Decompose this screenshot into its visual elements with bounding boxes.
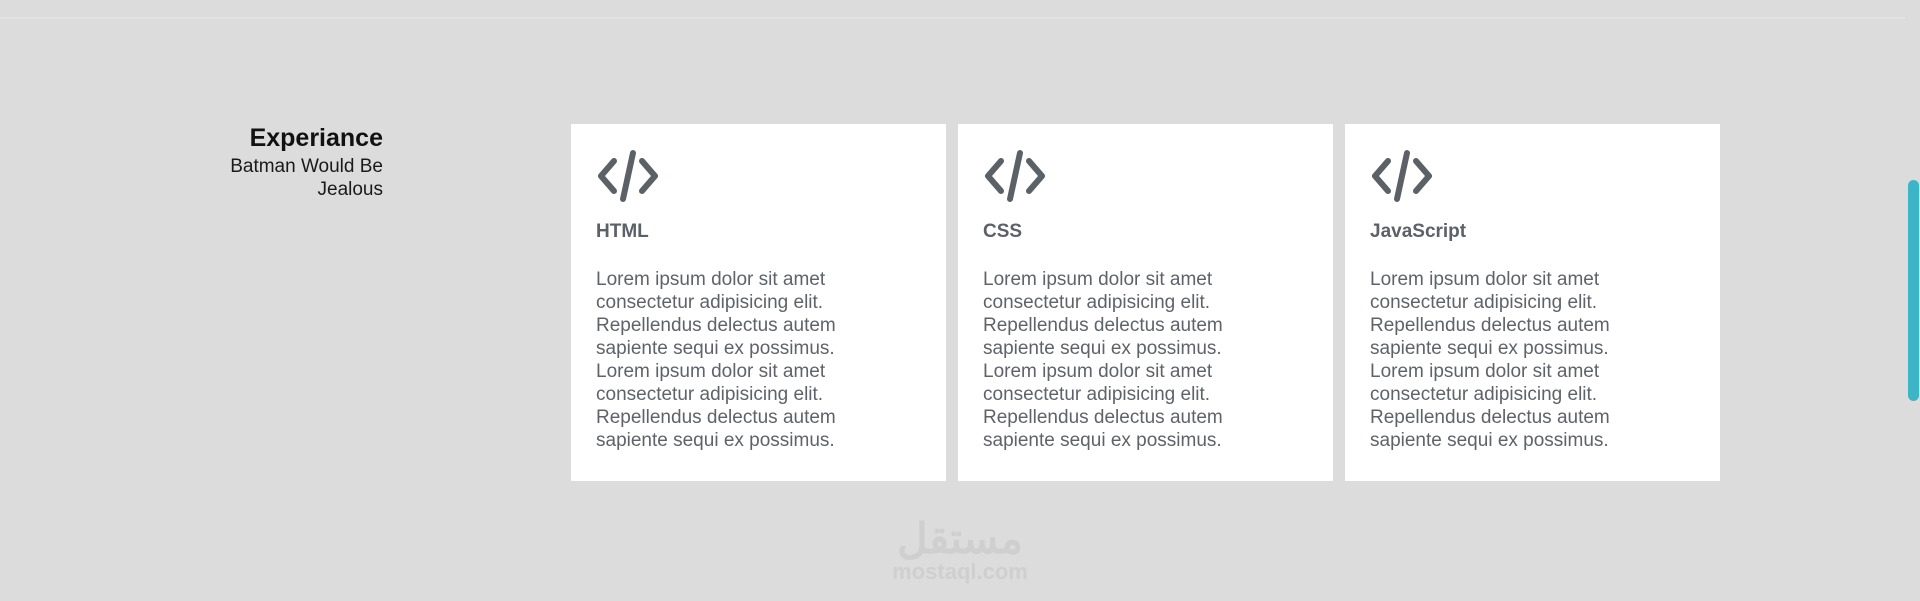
skill-card-javascript bbox=[1345, 124, 1720, 481]
watermark-logo: مستقل bbox=[897, 515, 1023, 562]
card-title: CSS bbox=[983, 221, 1023, 242]
experience-subtitle: Batman Would Be Jealous bbox=[230, 156, 383, 200]
card-title: JavaScript bbox=[1370, 221, 1467, 242]
code-icon bbox=[596, 149, 660, 203]
skill-card-css bbox=[958, 124, 1333, 481]
card-text: Lorem ipsum dolor sit amet consectetur adipisicing elit. Repellendus delectus autem sapiente sequi ex possimus. Lorem ipsum dolor sit amet consectetur adipisicing elit. Repellendus delectus autem sapiente sequi ex possimus. bbox=[983, 269, 1223, 451]
card-text: Lorem ipsum dolor sit amet consectetur adipisicing elit. Repellendus delectus autem sapiente sequi ex possimus. Lorem ipsum dolor sit amet consectetur adipisicing elit. Repellendus delectus autem sapiente sequi ex possimus. bbox=[596, 269, 836, 451]
watermark-text: mostaql.com bbox=[892, 559, 1028, 584]
skill-card-html bbox=[571, 124, 946, 481]
experience-title: Experiance bbox=[249, 124, 383, 152]
mostaql-watermark bbox=[880, 515, 1040, 584]
skill-cards bbox=[571, 124, 1720, 481]
page-scrollbar[interactable] bbox=[1907, 0, 1920, 601]
card-title: HTML bbox=[596, 221, 649, 242]
scrollbar-thumb[interactable] bbox=[1908, 180, 1919, 401]
card-text: Lorem ipsum dolor sit amet consectetur adipisicing elit. Repellendus delectus autem sapiente sequi ex possimus. Lorem ipsum dolor sit amet consectetur adipisicing elit. Repellendus delectus autem sapiente sequi ex possimus. bbox=[1370, 269, 1610, 451]
code-icon bbox=[983, 149, 1047, 203]
code-icon bbox=[1370, 149, 1434, 203]
experience-heading bbox=[203, 123, 383, 201]
top-divider bbox=[0, 17, 1905, 19]
